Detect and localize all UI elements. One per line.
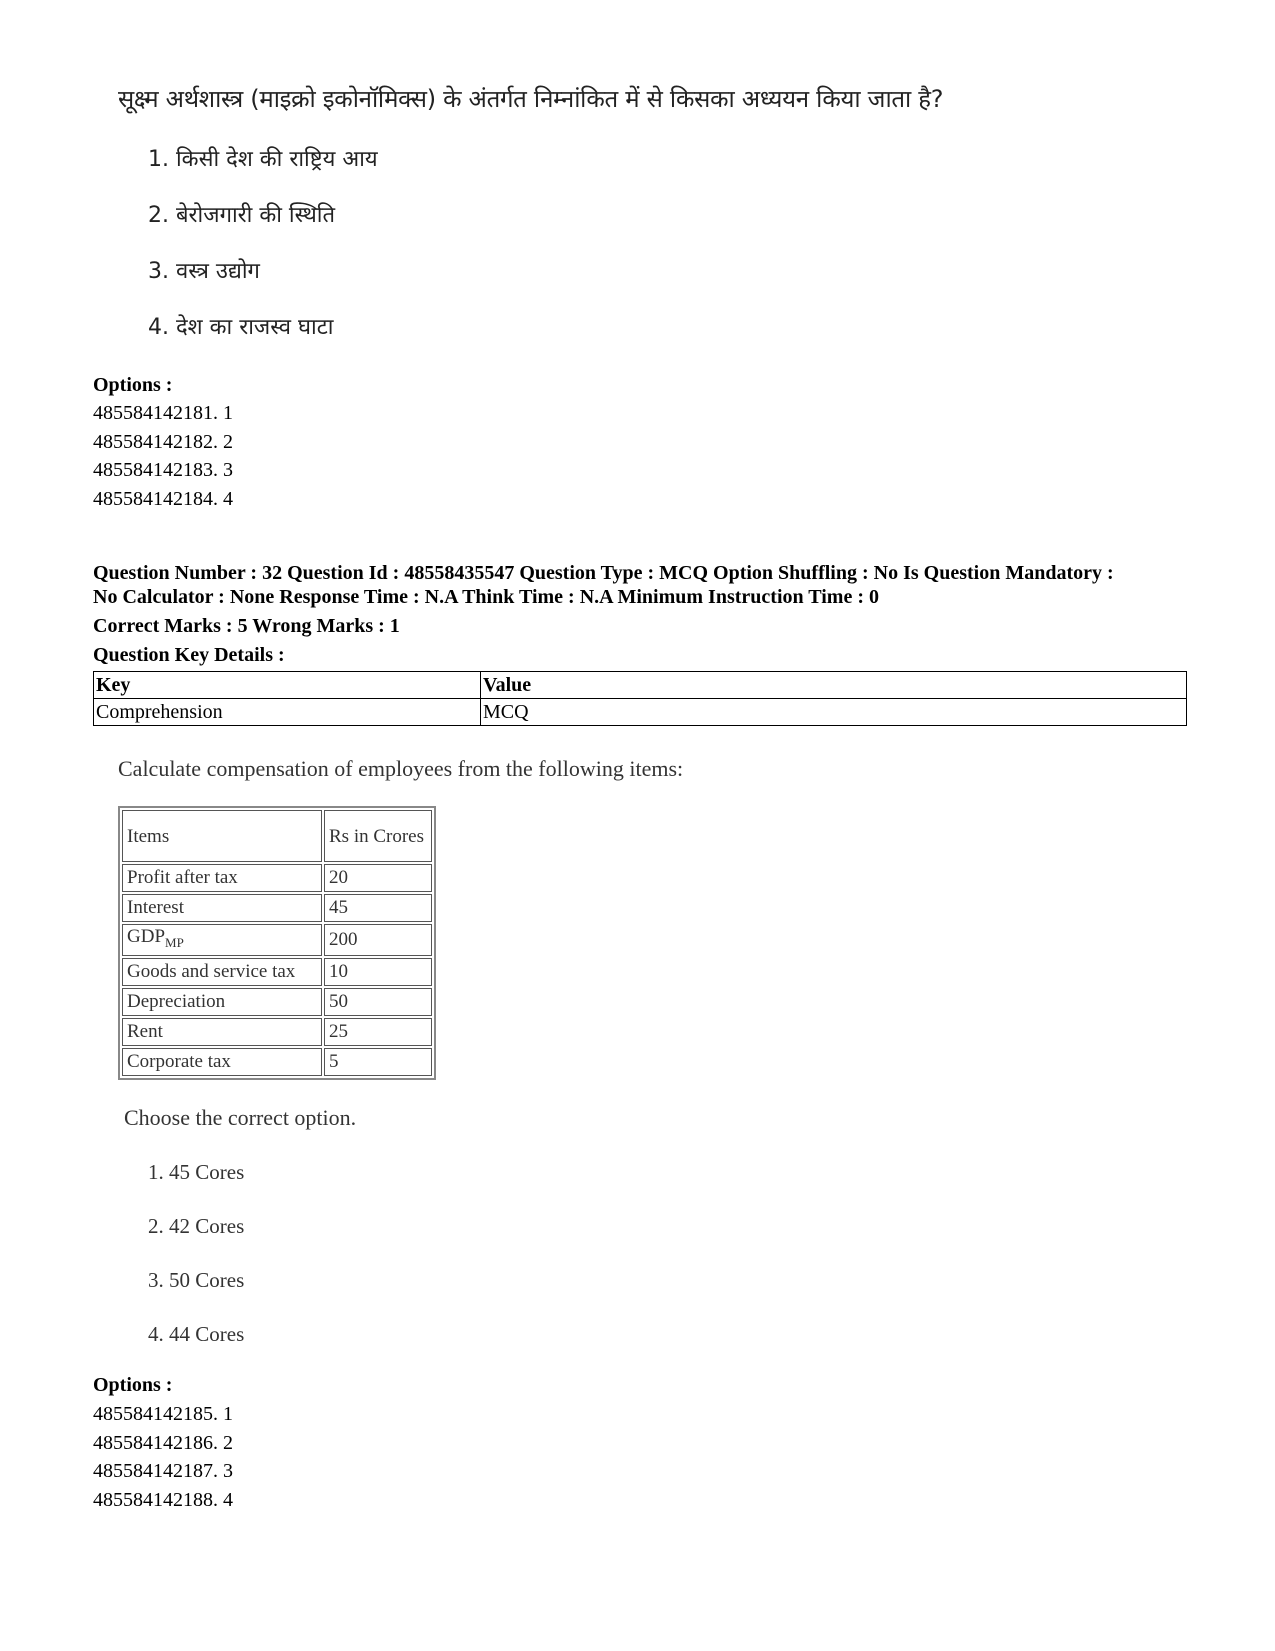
option-line: 485584142188. 4 (93, 1489, 233, 1511)
value-cell: 45 (324, 894, 432, 922)
items-header: Items (122, 810, 322, 862)
value-cell: 10 (324, 958, 432, 986)
choice-2: 2. बेरोजगारी की स्थिति (148, 203, 336, 228)
item-cell: Profit after tax (122, 864, 322, 892)
value-header: Rs in Crores (324, 810, 432, 862)
option-line: 485584142186. 2 (93, 1432, 233, 1454)
item-cell: Goods and service tax (122, 958, 322, 986)
items-table (118, 806, 436, 1080)
choose-instruction: Choose the correct option. (124, 1105, 357, 1130)
item-cell: Interest (122, 894, 322, 922)
choice-1: 1. किसी देश की राष्ट्रिय आय (148, 147, 378, 172)
option-line: 485584142181. 1 (93, 402, 233, 424)
table-row (122, 864, 432, 892)
question-prompt: Calculate compensation of employees from the following items: (118, 756, 684, 781)
key-header: Key (94, 672, 481, 699)
table-row (122, 924, 432, 956)
choice-2: 2. 42 Cores (148, 1214, 245, 1238)
option-line: 485584142183. 3 (93, 459, 233, 481)
question-key-table (93, 671, 1187, 726)
choice-3: 3. वस्त्र उद्योग (148, 259, 260, 284)
item-subscript: MP (165, 934, 184, 950)
value-cell: 200 (324, 924, 432, 956)
value-cell: MCQ (481, 699, 1187, 726)
table-row (122, 988, 432, 1016)
value-cell: 50 (324, 988, 432, 1016)
item-name: GDP (127, 926, 166, 947)
option-line: 485584142185. 1 (93, 1403, 233, 1425)
table-row (94, 672, 1187, 699)
item-cell (122, 924, 322, 956)
value-cell: 5 (324, 1048, 432, 1076)
value-cell: 25 (324, 1018, 432, 1046)
item-cell: Corporate tax (122, 1048, 322, 1076)
choice-4: 4. 44 Cores (148, 1322, 245, 1346)
item-cell: Depreciation (122, 988, 322, 1016)
item-cell: Rent (122, 1018, 322, 1046)
question-meta-line-1: Question Number : 32 Question Id : 48558435547 Question Type : MCQ Option Shuffling : No Is Question Mandatory : (93, 562, 1114, 584)
question-meta-line-2: No Calculator : None Response Time : N.A Think Time : N.A Minimum Instruction Time : 0 (93, 586, 879, 608)
key-cell: Comprehension (94, 699, 481, 726)
table-row (94, 699, 1187, 726)
options-label: Options : (93, 1374, 173, 1396)
choice-4: 4. देश का राजस्व घाटा (148, 315, 334, 340)
option-line: 485584142184. 4 (93, 488, 233, 510)
table-row (122, 958, 432, 986)
option-line: 485584142187. 3 (93, 1460, 233, 1482)
option-line: 485584142182. 2 (93, 431, 233, 453)
question-text-hindi: सूक्ष्म अर्थशास्त्र (माइक्रो इकोनॉमिक्स) के अंतर्गत निम्नांकित में से किसका अध्ययन किया जाता है? (118, 85, 944, 113)
table-row (122, 894, 432, 922)
table-row (122, 1018, 432, 1046)
choice-3: 3. 50 Cores (148, 1268, 245, 1292)
choice-1: 1. 45 Cores (148, 1160, 245, 1184)
table-row (122, 810, 432, 862)
table-row (122, 1048, 432, 1076)
key-details-label: Question Key Details : (93, 644, 285, 666)
value-header: Value (481, 672, 1187, 699)
options-label: Options : (93, 374, 173, 396)
marks-line: Correct Marks : 5 Wrong Marks : 1 (93, 615, 400, 637)
value-cell: 20 (324, 864, 432, 892)
